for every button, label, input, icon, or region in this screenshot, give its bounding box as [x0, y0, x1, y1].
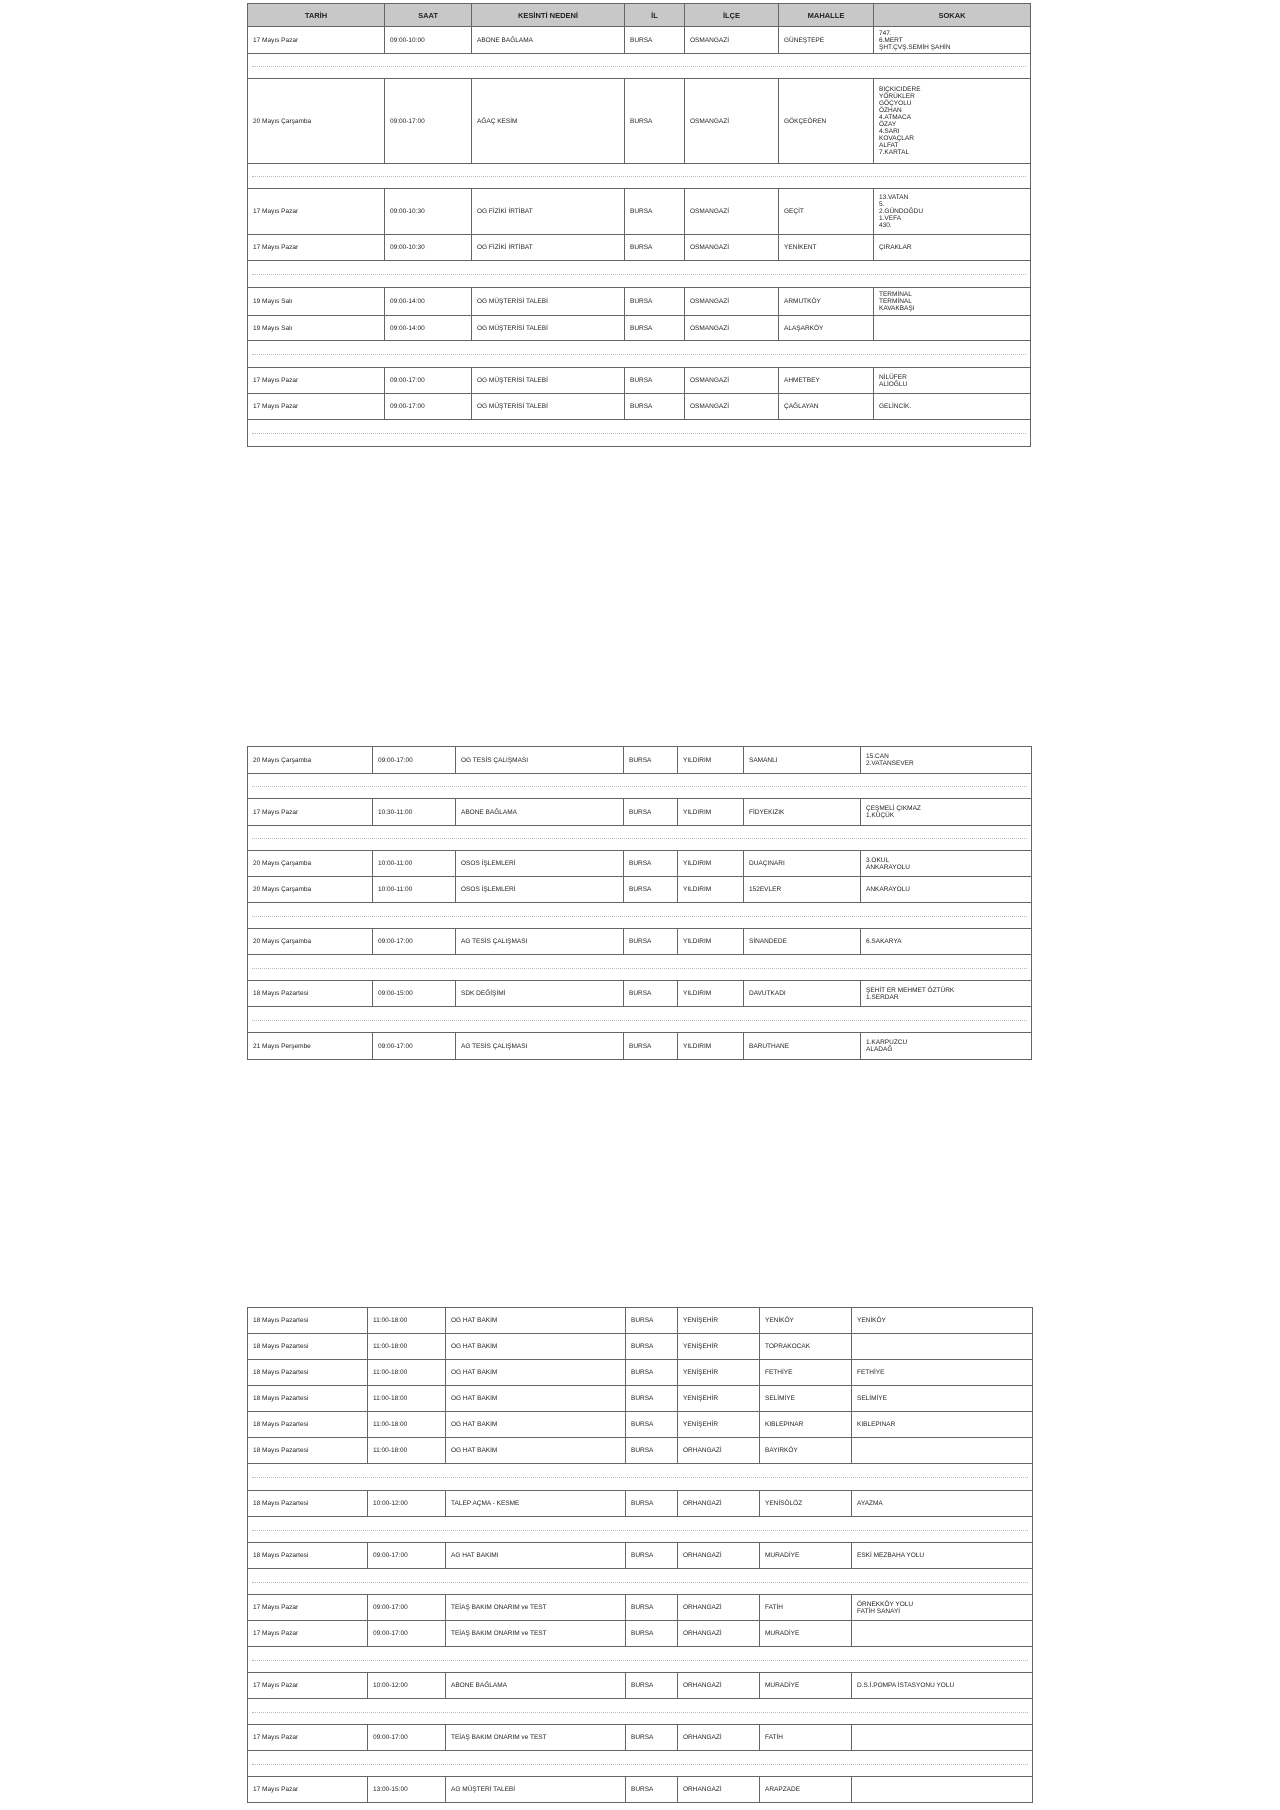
cell-saat: 09:00-14:00 [385, 316, 472, 341]
cell-mahalle: YENİKENT [779, 235, 874, 261]
cell-saat: 09:00-17:00 [368, 1543, 446, 1569]
cell-mahalle: GÜNEŞTEPE [779, 27, 874, 54]
cell-kesinti-nedeni: OG HAT BAKIM [446, 1412, 626, 1438]
table-body [248, 27, 1031, 447]
cell-kesinti-nedeni: SDK DEĞİŞİMİ [456, 981, 624, 1007]
header-mahalle: MAHALLE [779, 4, 874, 27]
table-row [248, 1491, 1033, 1517]
cell-tarih: 18 Mayıs Pazartesi [248, 1543, 368, 1569]
cell-ilce: ORHANGAZİ [678, 1543, 760, 1569]
cell-sokak: D.S.İ.POMPA İSTASYONU YOLU [852, 1673, 1033, 1699]
cell-mahalle: GEÇİT [779, 189, 874, 235]
separator-row [248, 1751, 1033, 1777]
cell-saat: 09:00-10:30 [385, 189, 472, 235]
cell-sokak: 15.CAN 2.VATANSEVER [861, 747, 1032, 774]
separator-row [248, 826, 1032, 851]
separator-row [248, 164, 1031, 189]
cell-sokak: FETHİYE [852, 1360, 1033, 1386]
cell-tarih: 18 Mayıs Pazartesi [248, 1334, 368, 1360]
cell-saat: 09:00-14:00 [385, 288, 472, 316]
cell-ilce: OSMANGAZİ [685, 27, 779, 54]
separator-row [248, 774, 1032, 799]
table-row [248, 1777, 1033, 1803]
cell-tarih: 18 Mayıs Pazartesi [248, 1438, 368, 1464]
separator-row [248, 420, 1031, 447]
cell-saat: 09:00-17:00 [368, 1595, 446, 1621]
separator-row [248, 341, 1031, 368]
table-row [248, 1725, 1033, 1751]
cell-ilce: ORHANGAZİ [678, 1777, 760, 1803]
separator-cell [248, 1751, 1033, 1777]
cell-ilce: YILDIRIM [678, 851, 744, 877]
cell-mahalle: GÖKÇEÖREN [779, 79, 874, 164]
table-row [248, 1673, 1033, 1699]
cell-sokak: 3.OKUL ANKARAYOLU [861, 851, 1032, 877]
cell-kesinti-nedeni: OG HAT BAKIM [446, 1308, 626, 1334]
separator-cell [248, 341, 1031, 368]
cell-sokak: ÇIRAKLAR [874, 235, 1031, 261]
cell-saat: 09:00-15:00 [373, 981, 456, 1007]
cell-sokak: ESKİ MEZBAHA YOLU [852, 1543, 1033, 1569]
cell-tarih: 18 Mayıs Pazartesi [248, 1308, 368, 1334]
cell-kesinti-nedeni: OG HAT BAKIM [446, 1438, 626, 1464]
cell-tarih: 17 Mayıs Pazar [248, 394, 385, 420]
cell-saat: 09:00-17:00 [385, 79, 472, 164]
cell-ilce: YENİŞEHİR [678, 1334, 760, 1360]
separator-cell [248, 1464, 1033, 1491]
cell-sokak [852, 1621, 1033, 1647]
cell-tarih: 17 Mayıs Pazar [248, 27, 385, 54]
cell-sokak: BIÇKICIDERE YÖRÜKLER GÖÇYOLU ÖZHAN 4.ATMACA ÖZAY 4.SARI KOVAÇLAR ALFAT 7.KARTAL [874, 79, 1031, 164]
cell-il: BURSA [626, 1491, 678, 1517]
cell-ilce: ORHANGAZİ [678, 1673, 760, 1699]
cell-kesinti-nedeni: OG MÜŞTERİSİ TALEBİ [472, 316, 625, 341]
cell-il: BURSA [625, 189, 685, 235]
separator-row [248, 1699, 1033, 1725]
cell-il: BURSA [626, 1725, 678, 1751]
cell-tarih: 17 Mayıs Pazar [248, 235, 385, 261]
separator-cell [248, 420, 1031, 447]
cell-tarih: 17 Mayıs Pazar [248, 799, 373, 826]
cell-sokak: AYAZMA [852, 1491, 1033, 1517]
cell-tarih: 20 Mayıs Çarşamba [248, 747, 373, 774]
cell-il: BURSA [624, 799, 678, 826]
cell-saat: 10:30-11:00 [373, 799, 456, 826]
cell-saat: 09:00-17:00 [385, 368, 472, 394]
cell-saat: 09:00-17:00 [373, 929, 456, 955]
cell-saat: 11:00-18:00 [368, 1308, 446, 1334]
cell-tarih: 17 Mayıs Pazar [248, 368, 385, 394]
cell-kesinti-nedeni: AG TESİS ÇALIŞMASI [456, 929, 624, 955]
cell-il: BURSA [626, 1386, 678, 1412]
cell-il: BURSA [624, 929, 678, 955]
table-row [248, 747, 1032, 774]
cell-kesinti-nedeni: OG HAT BAKIM [446, 1386, 626, 1412]
cell-kesinti-nedeni: AG MÜŞTERİ TALEBİ [446, 1777, 626, 1803]
separator-cell [248, 261, 1031, 288]
cell-kesinti-nedeni: OG FİZİKİ İRTİBAT [472, 235, 625, 261]
header-sokak: SOKAK [874, 4, 1031, 27]
table-row [248, 394, 1031, 420]
cell-tarih: 18 Mayıs Pazartesi [248, 1491, 368, 1517]
cell-ilce: OSMANGAZİ [685, 79, 779, 164]
cell-saat: 13:00-15:00 [368, 1777, 446, 1803]
separator-cell [248, 54, 1031, 79]
cell-ilce: YENİŞEHİR [678, 1308, 760, 1334]
cell-ilce: YENİŞEHİR [678, 1360, 760, 1386]
table-row [248, 1438, 1033, 1464]
cell-ilce: YILDIRIM [678, 747, 744, 774]
table-row [248, 1360, 1033, 1386]
cell-mahalle: DAVUTKADI [744, 981, 861, 1007]
cell-tarih: 19 Mayıs Salı [248, 316, 385, 341]
separator-cell [248, 1569, 1033, 1595]
cell-tarih: 18 Mayıs Pazartesi [248, 1386, 368, 1412]
header-kesinti-nedeni: KESİNTİ NEDENİ [472, 4, 625, 27]
separator-cell [248, 955, 1032, 981]
cell-tarih: 20 Mayıs Çarşamba [248, 877, 373, 903]
cell-mahalle: SİNANDEDE [744, 929, 861, 955]
cell-il: BURSA [626, 1334, 678, 1360]
cell-kesinti-nedeni: ABONE BAĞLAMA [456, 799, 624, 826]
cell-mahalle: FATİH [760, 1595, 852, 1621]
separator-cell [248, 164, 1031, 189]
cell-mahalle: YENİSÖLÖZ [760, 1491, 852, 1517]
header-tarih: TARİH [248, 4, 385, 27]
outage-table-osmangazi [247, 3, 1031, 447]
cell-mahalle: MURADİYE [760, 1621, 852, 1647]
table-row [248, 877, 1032, 903]
cell-mahalle: ARMUTKÖY [779, 288, 874, 316]
cell-tarih: 17 Mayıs Pazar [248, 189, 385, 235]
cell-il: BURSA [624, 877, 678, 903]
cell-sokak [852, 1725, 1033, 1751]
cell-saat: 11:00-18:00 [368, 1360, 446, 1386]
cell-kesinti-nedeni: TEİAŞ BAKIM ONARIM ve TEST [446, 1595, 626, 1621]
cell-saat: 11:00-18:00 [368, 1334, 446, 1360]
cell-tarih: 17 Mayıs Pazar [248, 1621, 368, 1647]
table-row [248, 929, 1032, 955]
cell-tarih: 18 Mayıs Pazartesi [248, 1412, 368, 1438]
cell-sokak: SELİMİYE [852, 1386, 1033, 1412]
cell-sokak: 6.SAKARYA [861, 929, 1032, 955]
cell-kesinti-nedeni: OG MÜŞTERİSİ TALEBİ [472, 394, 625, 420]
table-row [248, 799, 1032, 826]
cell-tarih: 21 Mayıs Perşembe [248, 1033, 373, 1060]
cell-il: BURSA [624, 981, 678, 1007]
cell-il: BURSA [626, 1621, 678, 1647]
cell-saat: 10:00-11:00 [373, 851, 456, 877]
cell-il: BURSA [624, 1033, 678, 1060]
cell-saat: 11:00-18:00 [368, 1412, 446, 1438]
cell-saat: 09:00-17:00 [373, 747, 456, 774]
cell-kesinti-nedeni: AG TESİS ÇALIŞMASI [456, 1033, 624, 1060]
cell-il: BURSA [626, 1438, 678, 1464]
cell-kesinti-nedeni: TALEP AÇMA - KESME [446, 1491, 626, 1517]
cell-ilce: OSMANGAZİ [685, 288, 779, 316]
cell-kesinti-nedeni: OG HAT BAKIM [446, 1360, 626, 1386]
cell-kesinti-nedeni: AG HAT BAKIMI [446, 1543, 626, 1569]
separator-cell [248, 774, 1032, 799]
cell-mahalle: BARUTHANE [744, 1033, 861, 1060]
cell-kesinti-nedeni: OG MÜŞTERİSİ TALEBİ [472, 368, 625, 394]
cell-tarih: 18 Mayıs Pazartesi [248, 1360, 368, 1386]
cell-mahalle: 152EVLER [744, 877, 861, 903]
cell-ilce: YENİŞEHİR [678, 1412, 760, 1438]
cell-sokak: KIBLEPINAR [852, 1412, 1033, 1438]
cell-saat: 09:00-10:00 [385, 27, 472, 54]
cell-kesinti-nedeni: ABONE BAĞLAMA [446, 1673, 626, 1699]
cell-ilce: YENİŞEHİR [678, 1386, 760, 1412]
separator-cell [248, 1517, 1033, 1543]
cell-il: BURSA [625, 288, 685, 316]
outage-table-yenisehir-orhangazi [247, 1307, 1033, 1803]
cell-tarih: 17 Mayıs Pazar [248, 1673, 368, 1699]
cell-tarih: 20 Mayıs Çarşamba [248, 929, 373, 955]
cell-tarih: 17 Mayıs Pazar [248, 1725, 368, 1751]
cell-mahalle: ÇAĞLAYAN [779, 394, 874, 420]
cell-sokak: 13.VATAN 5. 2.GÜNDOĞDU 1.VEFA 430. [874, 189, 1031, 235]
cell-il: BURSA [625, 316, 685, 341]
cell-ilce: ORHANGAZİ [678, 1595, 760, 1621]
cell-saat: 09:00-17:00 [368, 1621, 446, 1647]
separator-cell [248, 826, 1032, 851]
cell-il: BURSA [625, 235, 685, 261]
cell-mahalle: FİDYEKIZIK [744, 799, 861, 826]
outage-table-yildirim [247, 746, 1032, 1060]
cell-ilce: ORHANGAZİ [678, 1621, 760, 1647]
cell-mahalle: DUAÇINARI [744, 851, 861, 877]
cell-tarih: 20 Mayıs Çarşamba [248, 79, 385, 164]
cell-ilce: OSMANGAZİ [685, 316, 779, 341]
table-row [248, 1621, 1033, 1647]
cell-mahalle: TOPRAKOCAK [760, 1334, 852, 1360]
cell-tarih: 18 Mayıs Pazartesi [248, 981, 373, 1007]
cell-il: BURSA [626, 1543, 678, 1569]
cell-saat: 11:00-18:00 [368, 1438, 446, 1464]
cell-tarih: 19 Mayıs Salı [248, 288, 385, 316]
cell-ilce: ORHANGAZİ [678, 1438, 760, 1464]
separator-cell [248, 1699, 1033, 1725]
cell-tarih: 20 Mayıs Çarşamba [248, 851, 373, 877]
separator-row [248, 903, 1032, 929]
cell-sokak: ANKARAYOLU [861, 877, 1032, 903]
cell-sokak: 1.KARPUZCU ALADAĞ [861, 1033, 1032, 1060]
cell-ilce: OSMANGAZİ [685, 368, 779, 394]
cell-kesinti-nedeni: OG TESİS ÇALIŞMASI [456, 747, 624, 774]
cell-saat: 09:00-10:30 [385, 235, 472, 261]
cell-mahalle: ALAŞARKÖY [779, 316, 874, 341]
cell-sokak: ÇEŞMELİ ÇIKMAZ 1.KÜÇÜK [861, 799, 1032, 826]
table-row [248, 288, 1031, 316]
cell-saat: 09:00-17:00 [385, 394, 472, 420]
cell-ilce: OSMANGAZİ [685, 235, 779, 261]
separator-row [248, 261, 1031, 288]
cell-mahalle: SELİMİYE [760, 1386, 852, 1412]
cell-il: BURSA [624, 851, 678, 877]
cell-kesinti-nedeni: OSOS İŞLEMLERİ [456, 877, 624, 903]
table-row [248, 1595, 1033, 1621]
cell-sokak: ŞEHİT ER MEHMET ÖZTÜRK 1.SERDAR [861, 981, 1032, 1007]
separator-cell [248, 1647, 1033, 1673]
separator-row [248, 1647, 1033, 1673]
cell-saat: 09:00-17:00 [373, 1033, 456, 1060]
cell-il: BURSA [626, 1595, 678, 1621]
separator-cell [248, 1007, 1032, 1033]
cell-tarih: 17 Mayıs Pazar [248, 1595, 368, 1621]
cell-mahalle: SAMANLI [744, 747, 861, 774]
cell-ilce: ORHANGAZİ [678, 1491, 760, 1517]
table-row [248, 1308, 1033, 1334]
cell-ilce: YILDIRIM [678, 877, 744, 903]
cell-ilce: ORHANGAZİ [678, 1725, 760, 1751]
separator-row [248, 955, 1032, 981]
table-row [248, 368, 1031, 394]
table-row [248, 851, 1032, 877]
table-row [248, 79, 1031, 164]
table-body [248, 1308, 1033, 1803]
table-row [248, 1412, 1033, 1438]
cell-mahalle: FATİH [760, 1725, 852, 1751]
cell-il: BURSA [626, 1673, 678, 1699]
cell-sokak: GELİNCİK. [874, 394, 1031, 420]
table-row [248, 1386, 1033, 1412]
cell-il: BURSA [626, 1412, 678, 1438]
separator-row [248, 54, 1031, 79]
cell-il: BURSA [626, 1308, 678, 1334]
cell-saat: 10:00-12:00 [368, 1673, 446, 1699]
cell-saat: 11:00-18:00 [368, 1386, 446, 1412]
separator-row [248, 1007, 1032, 1033]
table-header-row [248, 4, 1031, 27]
cell-ilce: OSMANGAZİ [685, 394, 779, 420]
cell-mahalle: AHMETBEY [779, 368, 874, 394]
cell-mahalle: MURADİYE [760, 1673, 852, 1699]
header-il: İL [625, 4, 685, 27]
table-row [248, 1334, 1033, 1360]
cell-tarih: 17 Mayıs Pazar [248, 1777, 368, 1803]
table-row [248, 1033, 1032, 1060]
cell-il: BURSA [625, 368, 685, 394]
cell-kesinti-nedeni: AĞAÇ KESİM [472, 79, 625, 164]
cell-il: BURSA [626, 1360, 678, 1386]
separator-row [248, 1517, 1033, 1543]
table-row [248, 316, 1031, 341]
table-row [248, 1543, 1033, 1569]
table-row [248, 235, 1031, 261]
table-body [248, 747, 1032, 1060]
cell-ilce: YILDIRIM [678, 929, 744, 955]
cell-il: BURSA [626, 1777, 678, 1803]
header-saat: SAAT [385, 4, 472, 27]
cell-ilce: OSMANGAZİ [685, 189, 779, 235]
cell-sokak: ÖRNEKKÖY YOLU FATİH SANAYİ [852, 1595, 1033, 1621]
separator-row [248, 1569, 1033, 1595]
cell-ilce: YILDIRIM [678, 1033, 744, 1060]
cell-il: BURSA [624, 747, 678, 774]
cell-il: BURSA [625, 79, 685, 164]
cell-saat: 10:00-12:00 [368, 1491, 446, 1517]
table-row [248, 27, 1031, 54]
cell-kesinti-nedeni: OG HAT BAKIM [446, 1334, 626, 1360]
separator-cell [248, 903, 1032, 929]
cell-kesinti-nedeni: OG MÜŞTERİSİ TALEBİ [472, 288, 625, 316]
table-row [248, 189, 1031, 235]
cell-mahalle: BAYIRKÖY [760, 1438, 852, 1464]
cell-il: BURSA [625, 27, 685, 54]
cell-mahalle: KIBLEPINAR [760, 1412, 852, 1438]
cell-ilce: YILDIRIM [678, 981, 744, 1007]
cell-sokak [852, 1777, 1033, 1803]
cell-saat: 09:00-17:00 [368, 1725, 446, 1751]
cell-il: BURSA [625, 394, 685, 420]
cell-sokak: TERMİNAL TERMİNAL KAVAKBAŞI [874, 288, 1031, 316]
cell-sokak [852, 1438, 1033, 1464]
cell-sokak [852, 1334, 1033, 1360]
cell-sokak: YENİKÖY [852, 1308, 1033, 1334]
cell-sokak: NİLÜFER ALİOĞLU [874, 368, 1031, 394]
cell-ilce: YILDIRIM [678, 799, 744, 826]
cell-kesinti-nedeni: TEİAŞ BAKIM ONARIM ve TEST [446, 1725, 626, 1751]
cell-mahalle: ARAPZADE [760, 1777, 852, 1803]
cell-kesinti-nedeni: ABONE BAĞLAMA [472, 27, 625, 54]
separator-row [248, 1464, 1033, 1491]
header-ilce: İLÇE [685, 4, 779, 27]
cell-mahalle: MURADİYE [760, 1543, 852, 1569]
cell-mahalle: YENİKÖY [760, 1308, 852, 1334]
cell-kesinti-nedeni: OG FİZİKİ İRTİBAT [472, 189, 625, 235]
cell-kesinti-nedeni: OSOS İŞLEMLERİ [456, 851, 624, 877]
cell-saat: 10:00-11:00 [373, 877, 456, 903]
cell-mahalle: FETHİYE [760, 1360, 852, 1386]
cell-sokak: 747. 6.MERT ŞHT.ÇVŞ.SEMİH ŞAHİN [874, 27, 1031, 54]
cell-kesinti-nedeni: TEİAŞ BAKIM ONARIM ve TEST [446, 1621, 626, 1647]
cell-sokak [874, 316, 1031, 341]
table-row [248, 981, 1032, 1007]
